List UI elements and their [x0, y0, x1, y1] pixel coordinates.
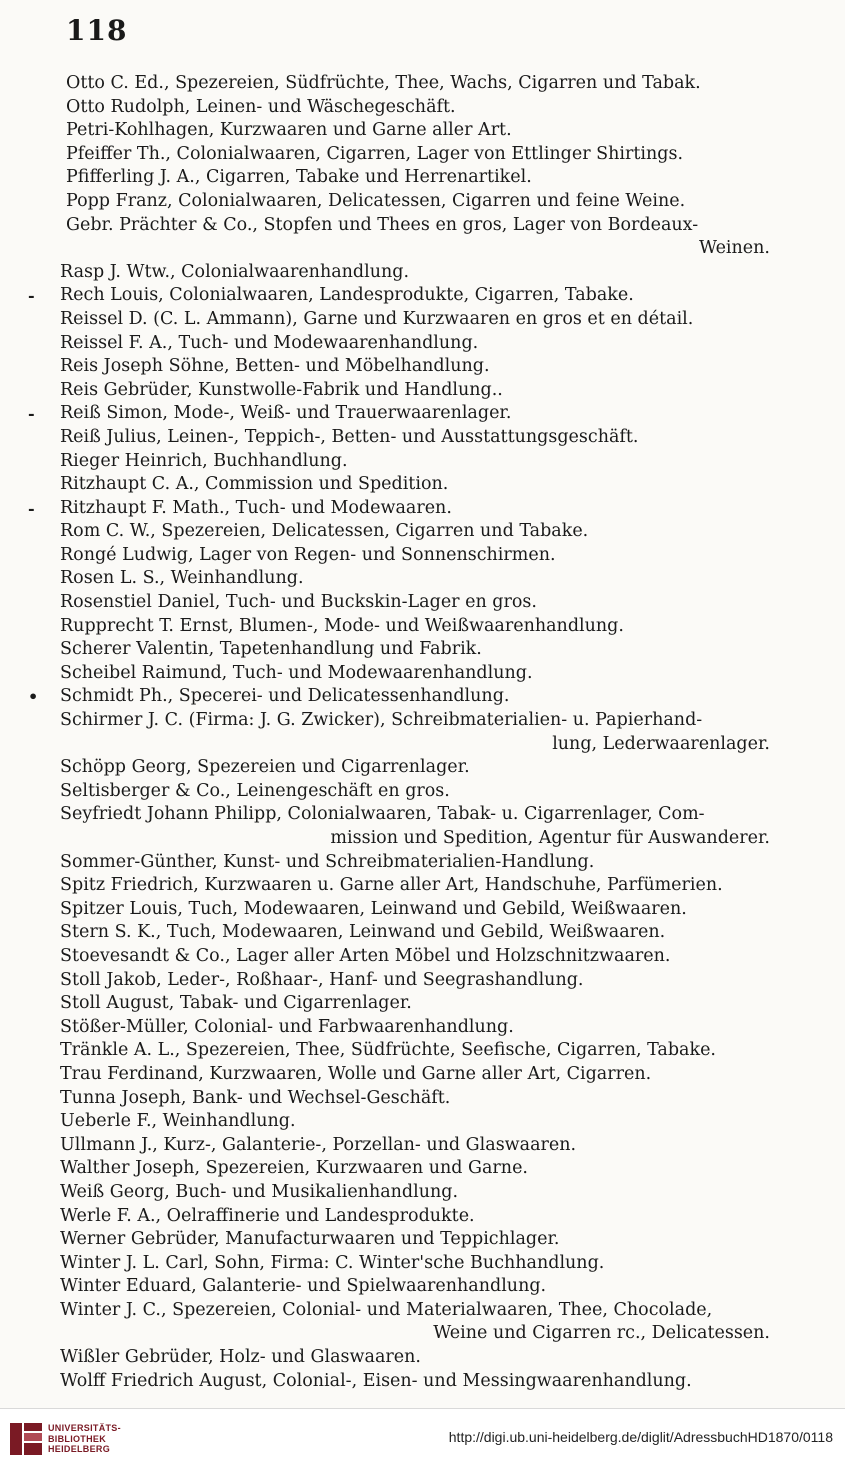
entry-text: Rieger Heinrich, Buchhandlung.: [60, 450, 348, 471]
directory-entry: [50, 355, 780, 379]
directory-entry: [28, 497, 780, 521]
entry-text: Reissel F. A., Tuch- und Modewaarenhandlung.: [60, 332, 479, 353]
directory-entry: [50, 662, 780, 686]
entry-text: Stößer-Müller, Colonial- und Farbwaarenhandlung.: [60, 1016, 514, 1037]
entry-text: Otto Rudolph, Leinen- und Wäschegeschäft.: [66, 96, 456, 117]
entry-continuation: Weinen.: [699, 238, 770, 259]
directory-entry: [50, 1205, 780, 1229]
entry-text: Ullmann J., Kurz-, Galanterie-, Porzellan- und Glaswaaren.: [60, 1134, 577, 1155]
entry-text: Petri-Kohlhagen, Kurzwaaren und Garne aller Art.: [66, 120, 512, 141]
directory-entry: [50, 851, 780, 875]
directory-entry: [50, 520, 780, 544]
directory-entry: [50, 1016, 780, 1040]
entry-text: Schirmer J. C. (Firma: J. G. Zwicker), Schreibmaterialien- u. Papierhand-: [60, 710, 703, 731]
margin-marker: -: [28, 498, 35, 518]
entry-text: Wolff Friedrich August, Colonial-, Eisen- und Messingwaarenhandlung.: [60, 1370, 692, 1391]
entry-text: Stoll August, Tabak- und Cigarrenlager.: [60, 993, 412, 1014]
entry-continuation: mission und Spedition, Agentur für Auswanderer.: [330, 828, 770, 848]
library-logo-icon: [8, 1419, 44, 1459]
directory-entry: [50, 308, 780, 332]
directory-entry: [50, 1110, 780, 1134]
entry-text: Rosenstiel Daniel, Tuch- und Buckskin-Lager en gros.: [60, 592, 537, 613]
directory-entry: [50, 1370, 780, 1394]
directory-entries: [28, 72, 780, 1393]
entry-text: Scherer Valentin, Tapetenhandlung und Fabrik.: [60, 639, 482, 660]
directory-entry: [50, 332, 780, 356]
directory-entry: [50, 450, 780, 474]
directory-entry: [50, 143, 780, 167]
entry-text: Tränkle A. L., Spezereien, Thee, Südfrüchte, Seefische, Cigarren, Tabake.: [60, 1040, 716, 1061]
entry-text: Reissel D. (C. L. Ammann), Garne und Kurzwaaren en gros et en détail.: [60, 308, 694, 329]
entry-text: Rech Louis, Colonialwaaren, Landesprodukte, Cigarren, Tabake.: [60, 285, 634, 306]
entry-text: Reiß Julius, Leinen-, Teppich-, Betten- und Ausstattungsgeschäft.: [60, 426, 639, 447]
entry-text: Spitz Friedrich, Kurzwaaren u. Garne aller Art, Handschuhe, Parfümerien.: [60, 875, 723, 896]
entry-text: Ueberle F., Weinhandlung.: [60, 1111, 296, 1132]
directory-entry: [28, 284, 780, 308]
directory-entry: [50, 379, 780, 403]
directory-entry: [50, 780, 780, 804]
entry-text: Stoevesandt & Co., Lager aller Arten Möbel und Holzschnitzwaaren.: [60, 945, 671, 966]
entry-text: Ritzhaupt F. Math., Tuch- und Modewaaren.: [60, 497, 452, 518]
directory-entry: [50, 72, 780, 96]
margin-marker: -: [28, 404, 35, 424]
entry-text: Reis Gebrüder, Kunstwolle-Fabrik und Handlung..: [60, 379, 503, 400]
logo-line: UNIVERSITÄTS-: [48, 1423, 121, 1434]
directory-entry: [50, 1134, 780, 1158]
entry-text: Werle F. A., Oelraffinerie und Landesprodukte.: [60, 1205, 475, 1226]
entry-text: Pfifferling J. A., Cigarren, Tabake und Herrenartikel.: [66, 167, 532, 188]
directory-entry: [50, 1157, 780, 1181]
source-url-link[interactable]: http://digi.ub.uni-heidelberg.de/diglit/AdressbuchHD1870/0118: [448, 1429, 833, 1445]
directory-entry: [50, 1181, 780, 1205]
entry-text: Rongé Ludwig, Lager von Regen- und Sonnenschirmen.: [60, 544, 556, 565]
directory-entry: [50, 803, 780, 850]
entry-text: Pfeiffer Th., Colonialwaaren, Cigarren, Lager von Ettlinger Shirtings.: [66, 143, 684, 164]
directory-entry: [50, 1275, 780, 1299]
entry-text: Popp Franz, Colonialwaaren, Delicatessen, Cigarren und feine Weine.: [66, 190, 686, 211]
library-logo: [8, 1419, 121, 1459]
entry-text: Schöpp Georg, Spezereien und Cigarrenlager.: [60, 757, 470, 778]
directory-entry: [50, 190, 780, 214]
entry-text: Weiß Georg, Buch- und Musikalienhandlung.: [60, 1181, 459, 1202]
directory-entry: [50, 709, 780, 756]
directory-entry: [50, 1063, 780, 1087]
directory-entry: [50, 1346, 780, 1370]
logo-line: HEIDELBERG: [48, 1444, 111, 1455]
entry-text: Seltisberger & Co., Leinengeschäft en gros.: [60, 780, 450, 801]
directory-entry: [50, 756, 780, 780]
directory-entry: [50, 544, 780, 568]
directory-entry: [50, 166, 780, 190]
logo-line: BIBLIOTHEK: [48, 1433, 106, 1444]
entry-text: Sommer-Günther, Kunst- und Schreibmaterialien-Handlung.: [60, 851, 595, 872]
directory-entry: [50, 898, 780, 922]
directory-entry: [50, 1299, 780, 1346]
margin-marker: -: [28, 286, 35, 306]
entry-text: Rom C. W., Spezereien, Delicatessen, Cigarren und Tabake.: [60, 521, 589, 542]
directory-entry: [50, 1252, 780, 1276]
directory-entry: [28, 685, 780, 709]
entry-text: Wißler Gebrüder, Holz- und Glaswaaren.: [60, 1347, 421, 1368]
entry-text: Seyfriedt Johann Philipp, Colonialwaaren, Tabak- u. Cigarrenlager, Com-: [60, 804, 705, 825]
directory-entry: [50, 615, 780, 639]
entry-text: Reis Joseph Söhne, Betten- und Möbelhandlung.: [60, 356, 490, 377]
entry-text: Tunna Joseph, Bank- und Wechsel-Geschäft.: [60, 1087, 451, 1108]
directory-entry: [50, 945, 780, 969]
entry-text: Trau Ferdinand, Kurzwaaren, Wolle und Garne aller Art, Cigarren.: [60, 1063, 652, 1084]
directory-entry: [28, 402, 780, 426]
directory-entry: [50, 638, 780, 662]
directory-entry: [50, 591, 780, 615]
directory-entry: [50, 921, 780, 945]
directory-entry: [50, 1228, 780, 1252]
entry-text: Rasp J. Wtw., Colonialwaarenhandlung.: [60, 261, 410, 282]
entry-continuation: Weine und Cigarren rc., Delicatessen.: [433, 1323, 770, 1344]
footer-bar: [0, 1408, 845, 1470]
directory-entry: [50, 214, 780, 261]
directory-entry: [50, 119, 780, 143]
directory-entry: [50, 261, 780, 285]
directory-entry: [50, 874, 780, 898]
entry-continuation: lung, Lederwaarenlager.: [552, 733, 770, 754]
entry-text: Stoll Jakob, Leder-, Roßhaar-, Hanf- und Seegrashandlung.: [60, 969, 584, 990]
entry-text: Rupprecht T. Ernst, Blumen-, Mode- und Weißwaarenhandlung.: [60, 615, 624, 636]
entry-text: Reiß Simon, Mode-, Weiß- und Trauerwaarenlager.: [60, 403, 512, 424]
entry-text: Spitzer Louis, Tuch, Modewaaren, Leinwand und Gebild, Weißwaaren.: [60, 898, 687, 919]
entry-text: Ritzhaupt C. A., Commission und Spedition.: [60, 474, 449, 495]
entry-text: Winter Eduard, Galanterie- und Spielwaarenhandlung.: [60, 1276, 547, 1297]
entry-text: Rosen L. S., Weinhandlung.: [60, 568, 304, 589]
entry-text: Walther Joseph, Spezereien, Kurzwaaren und Garne.: [60, 1158, 528, 1179]
directory-entry: [50, 992, 780, 1016]
directory-entry: [50, 473, 780, 497]
directory-entry: [50, 1087, 780, 1111]
entry-text: Stern S. K., Tuch, Modewaaren, Leinwand und Gebild, Weißwaaren.: [60, 922, 666, 943]
margin-marker: •: [28, 687, 39, 707]
page-number: 118: [66, 14, 128, 47]
directory-entry: [50, 1039, 780, 1063]
directory-entry: [50, 426, 780, 450]
entry-text: Winter J. L. Carl, Sohn, Firma: C. Winter'sche Buchhandlung.: [60, 1252, 605, 1273]
entry-text: Otto C. Ed., Spezereien, Südfrüchte, Thee, Wachs, Cigarren und Tabak.: [66, 73, 701, 93]
entry-text: Schmidt Ph., Specerei- und Delicatessenhandlung.: [60, 686, 510, 707]
directory-entry: [50, 567, 780, 591]
directory-entry: [50, 96, 780, 120]
library-logo-text: [48, 1423, 121, 1455]
directory-entry: [50, 969, 780, 993]
entry-text: Winter J. C., Spezereien, Colonial- und Materialwaaren, Thee, Chocolade,: [60, 1299, 713, 1320]
entry-text: Scheibel Raimund, Tuch- und Modewaarenhandlung.: [60, 662, 533, 683]
entry-text: Gebr. Prächter & Co., Stopfen und Thees en gros, Lager von Bordeaux-: [66, 214, 699, 235]
entry-text: Werner Gebrüder, Manufacturwaaren und Teppichlager.: [60, 1229, 560, 1250]
